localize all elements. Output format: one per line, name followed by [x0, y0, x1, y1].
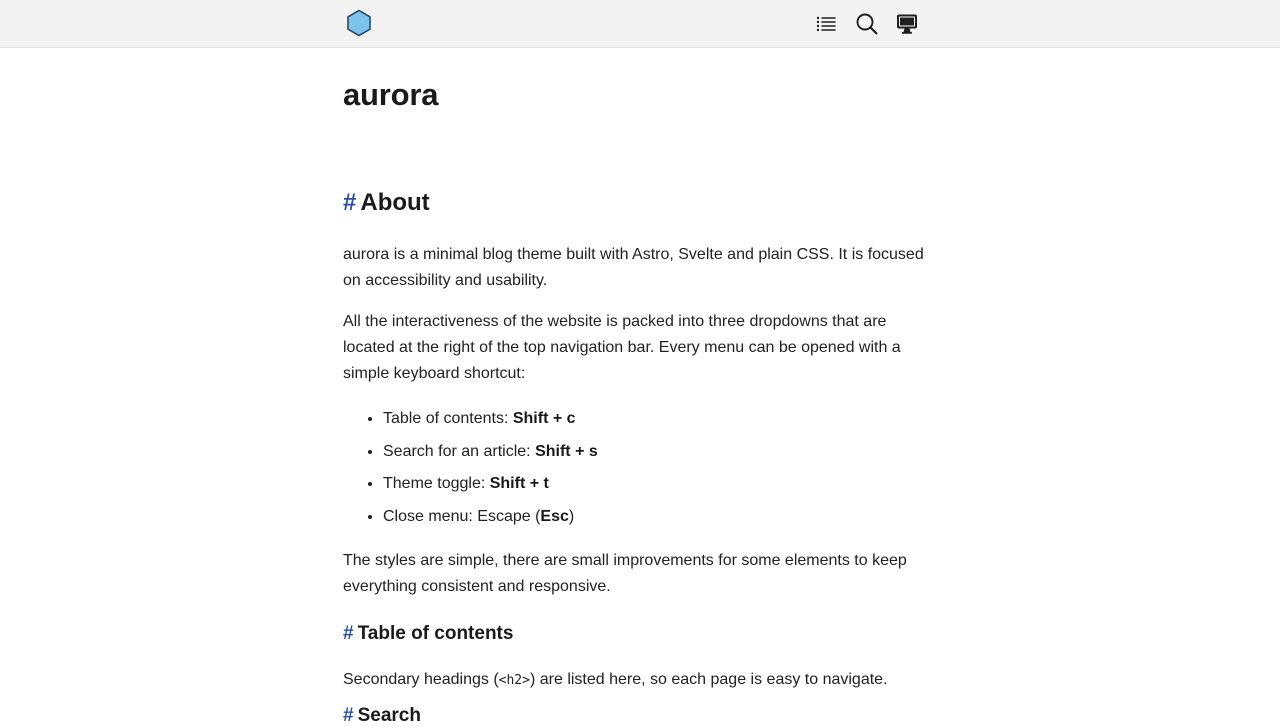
about-heading — [343, 189, 430, 217]
search-heading — [343, 705, 421, 727]
about-paragraph-2: All the interactiveness of the website is packed into three dropdowns that are located at the right of the top navigation bar. Every menu can be opened with a simple keyboard shortcut: — [343, 313, 901, 382]
shortcut-key: Esc — [540, 507, 569, 525]
top-navigation-bar — [0, 0, 1280, 48]
shortcut-label: Theme toggle: — [383, 475, 490, 492]
search-heading-label: Search — [357, 705, 421, 726]
table-of-contents-button[interactable] — [812, 10, 840, 38]
list-item — [383, 406, 598, 439]
search-icon — [855, 12, 879, 36]
about-paragraph-1: aurora is a minimal blog theme built with Astro, Svelte and plain CSS. It is focused on accessibility and usability. — [343, 246, 924, 289]
about-paragraph-3: The styles are simple, there are small improvements for some elements to keep everything consistent and responsive. — [343, 552, 907, 595]
shortcut-suffix: ) — [568, 507, 575, 525]
theme-toggle-button[interactable] — [893, 10, 921, 38]
toc-text-after: ) are listed here, so each page is easy to navigate. — [529, 671, 888, 688]
shortcut-label: Search for an article: — [383, 442, 536, 460]
shortcut-key: Shift + s — [535, 442, 598, 460]
about-heading-label: About — [360, 189, 430, 216]
list-item — [383, 439, 598, 472]
search-anchor-link[interactable]: # — [343, 705, 354, 726]
toc-heading-label: Table of contents — [357, 623, 514, 644]
page-title: aurora — [343, 77, 439, 112]
monitor-icon — [895, 12, 919, 36]
list-icon — [815, 13, 837, 35]
table-of-contents-heading — [343, 623, 513, 645]
search-button[interactable] — [853, 10, 881, 38]
shortcut-list — [343, 406, 598, 536]
toc-paragraph — [343, 667, 925, 694]
shortcut-key: Shift + t — [489, 475, 549, 492]
about-anchor-link[interactable]: # — [343, 189, 357, 216]
list-item — [383, 471, 598, 504]
inline-code: <h2> — [498, 673, 530, 688]
toc-text-before: Secondary headings ( — [343, 671, 499, 688]
shortcut-label: Table of contents: — [383, 410, 513, 427]
toc-anchor-link[interactable]: # — [343, 623, 354, 644]
hexagon-logo-icon[interactable] — [345, 9, 373, 37]
shortcut-key: Shift + c — [512, 410, 576, 427]
shortcut-label: Close menu: Escape ( — [383, 507, 541, 525]
list-item — [383, 504, 598, 537]
